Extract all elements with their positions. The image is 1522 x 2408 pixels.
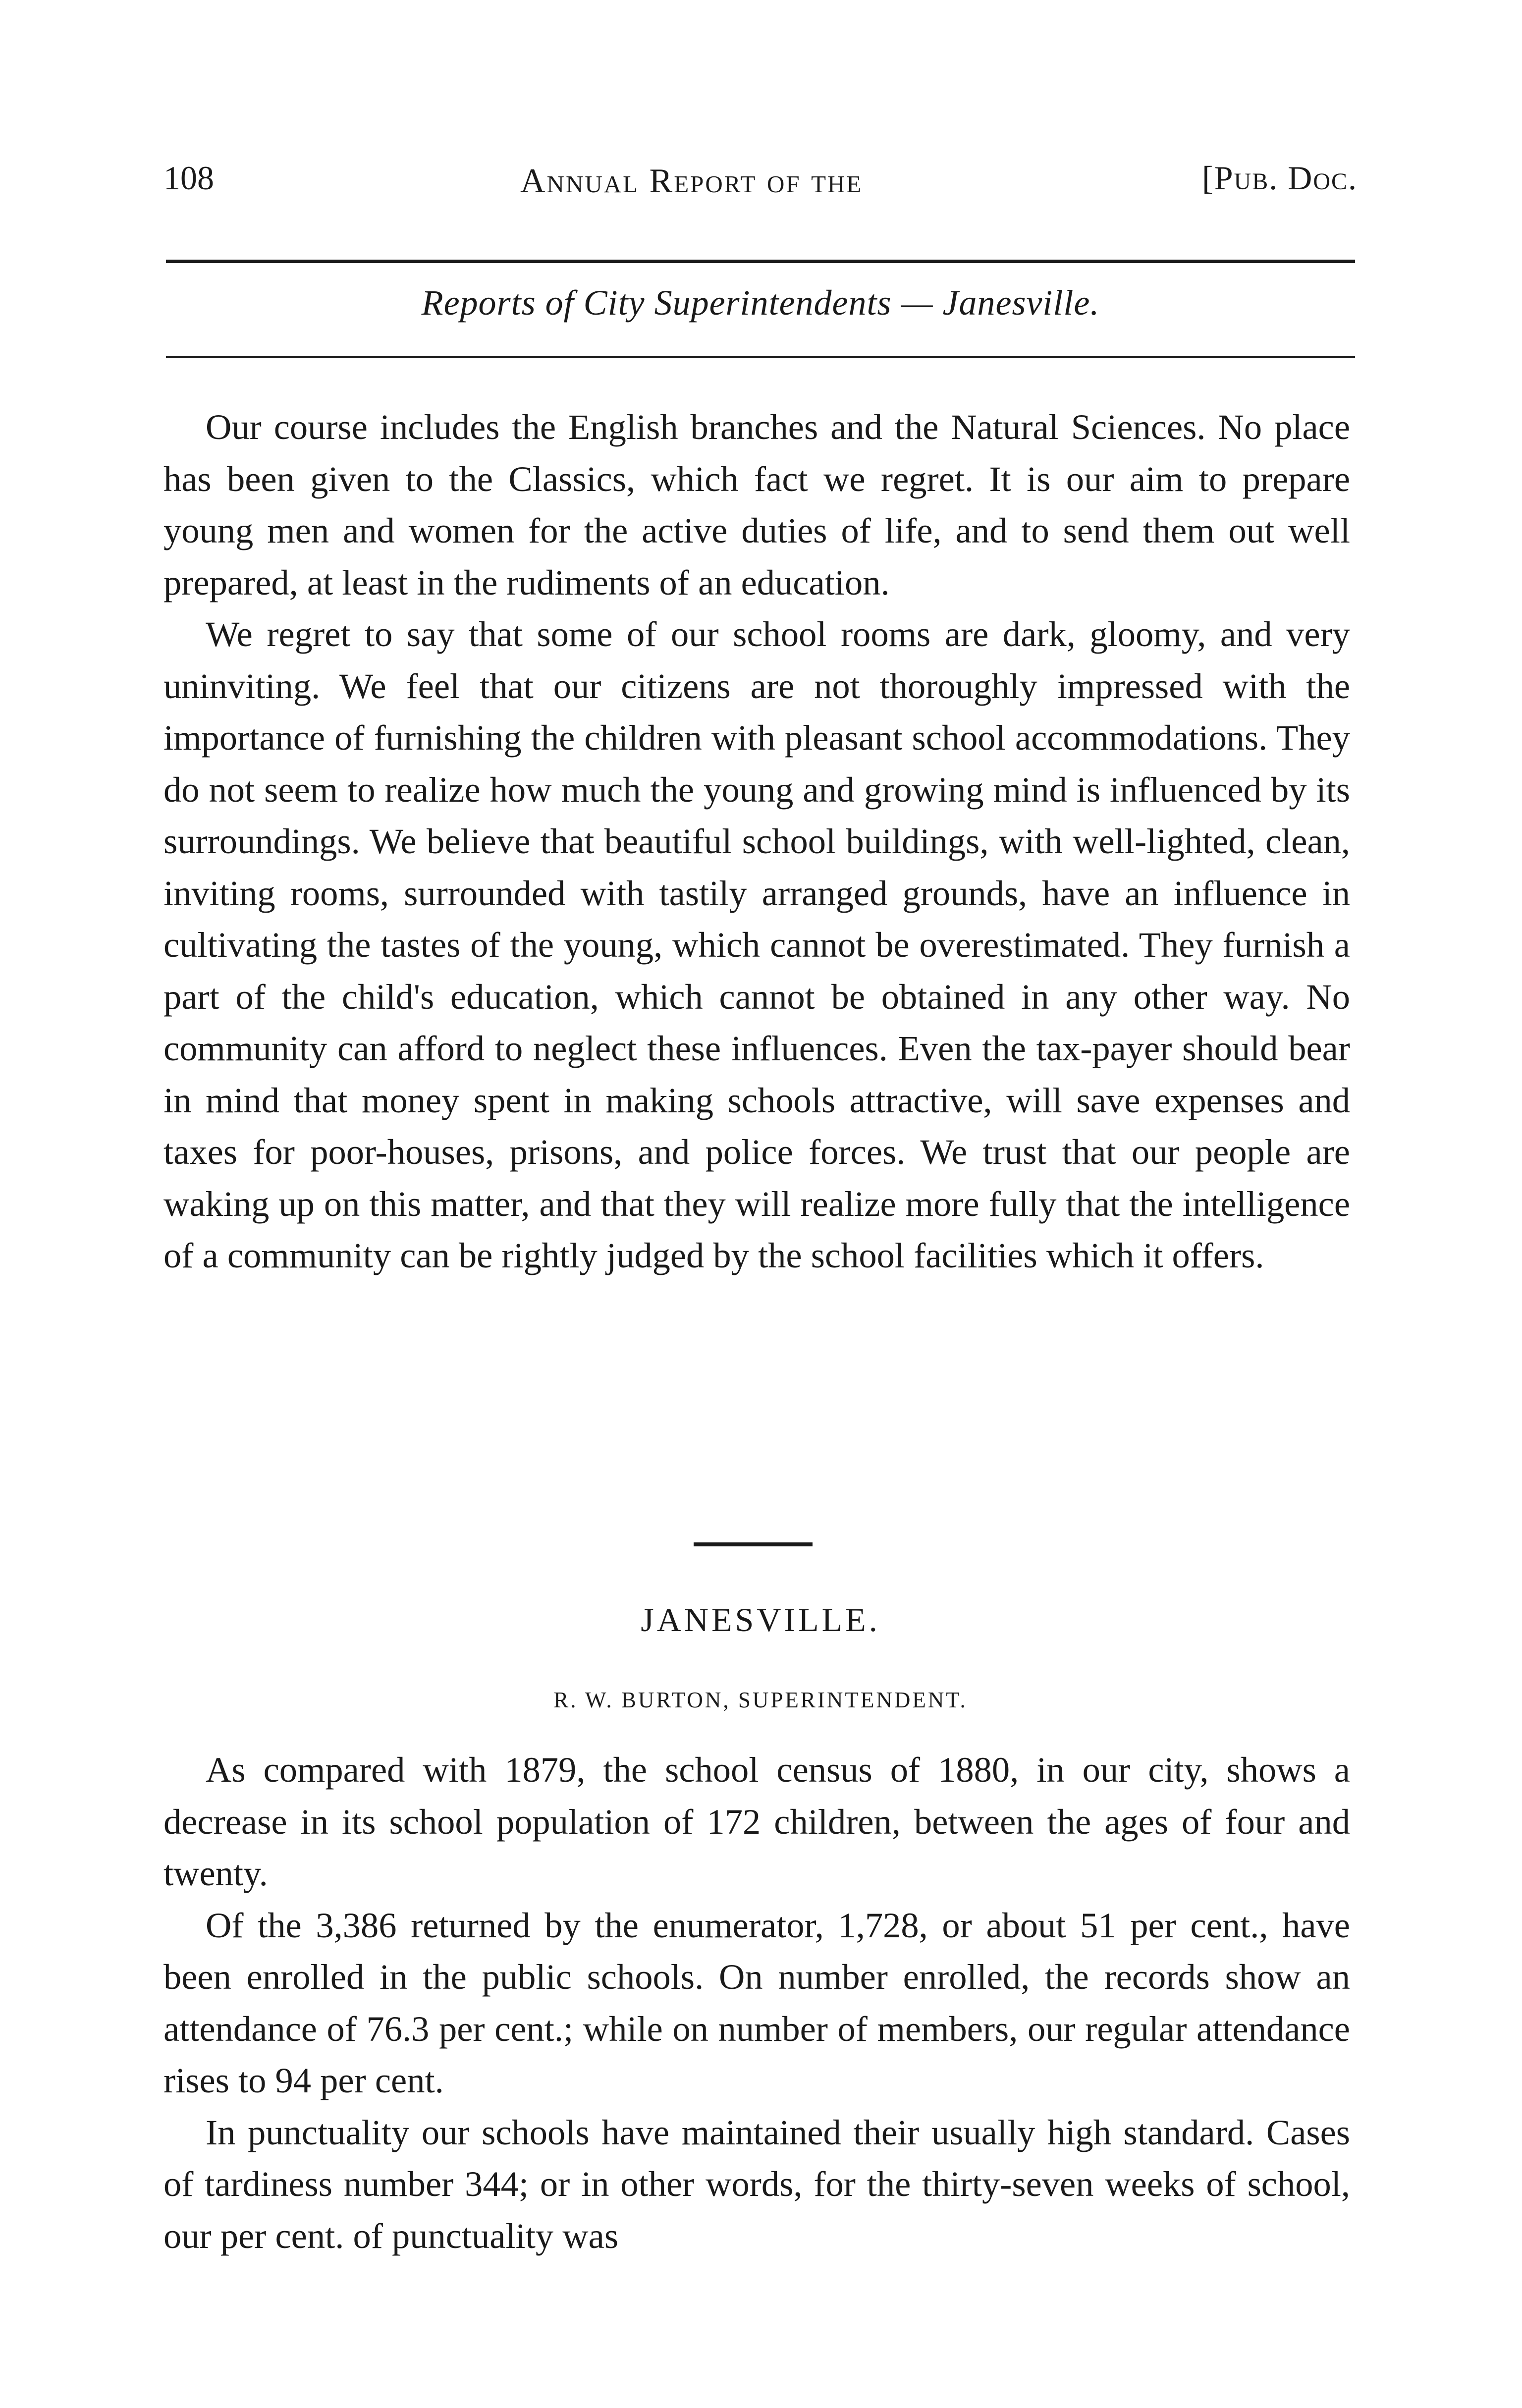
paragraph: As compared with 1879, the school census of 1880, in our city, shows a decrease in its school population of 172 children, between the ages of four and twenty. <box>163 1750 1350 1893</box>
body-text-top <box>163 401 1350 1282</box>
superintendent-byline: R. W. BURTON, SUPERINTENDENT. <box>553 1688 968 1712</box>
paragraph: Of the 3,386 returned by the enumerator, 1,728, or about 51 per cent., have been enrolled in the public schools. On number enrolled, the records show an attendance of 76.3 per cent.; while on number of members, our regular attendance rises to 94 per cent. <box>163 1905 1350 2100</box>
running-title: Annual Report of the <box>520 162 863 200</box>
paragraph: In punctuality our schools have maintained their usually high standard. Cases of tardiness number 344; or in other words, for the thirty-seven weeks of school, our per cent. of punctuality was <box>163 2112 1350 2256</box>
section-divider <box>694 1542 813 1546</box>
header-rule <box>166 260 1355 263</box>
section-heading: Reports of City Superintendents — Janesville. <box>421 283 1100 323</box>
page-number: 108 <box>163 159 214 197</box>
publication-label: [Pub. Doc. <box>1202 159 1358 197</box>
body-text-bottom <box>163 1744 1350 2262</box>
paragraph: We regret to say that some of our school rooms are dark, gloomy, and very uninviting. We feel that our citizens are not thoroughly impressed with the importance of furnishing the children with pleasant school accommodations. They do not seem to realize how much the young and growing mind is influenced by its surroundings. We believe that beautiful school buildings, with well-lighted, clean, inviting rooms, surrounded with tastily arranged grounds, have an influence in cultivating the tastes of the young, which cannot be overestimated. They furnish a part of the child's education, which cannot be obtained in any other way. No community can afford to neglect these influences. Even the tax-payer should bear in mind that money spent in making schools attractive, will save expenses and taxes for poor-houses, prisons, and police forces. We trust that our people are waking up on this matter, and that they will realize more fully that the intelligence of a community can be rightly judged by the school facilities which it offers. <box>163 614 1350 1275</box>
paragraph: Our course includes the English branches and the Natural Sciences. No place has been given to the Classics, which fact we regret. It is our aim to prepare young men and women for the active duties of life, and to send them out well prepared, at least in the rudiments of an education. <box>163 407 1350 602</box>
section-rule <box>166 356 1355 358</box>
city-heading: JANESVILLE. <box>641 1601 880 1639</box>
page-header <box>163 159 1358 208</box>
